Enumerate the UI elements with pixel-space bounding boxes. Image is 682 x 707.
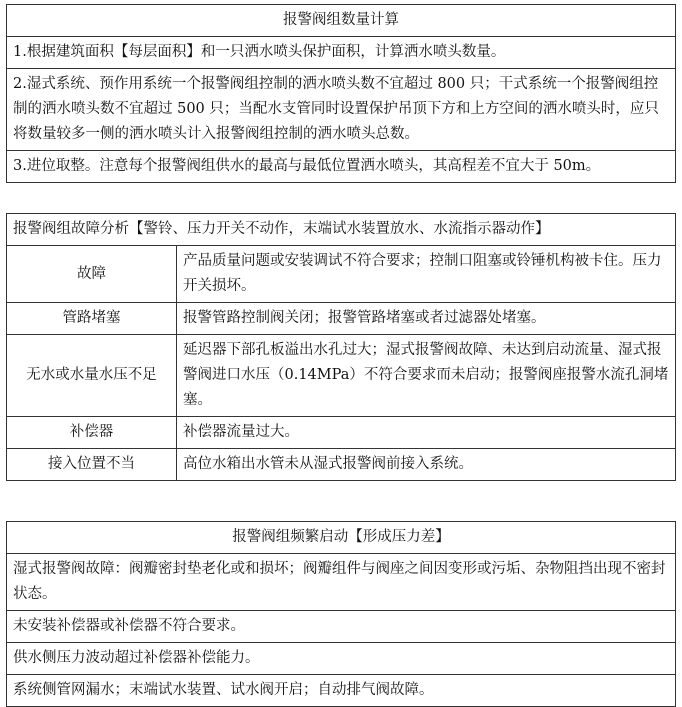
row-label: 补偿器 <box>7 417 177 449</box>
table-row: 未安装补偿器或补偿器不符合要求。 <box>7 611 676 643</box>
table-row: 1.根据建筑面积【每层面积】和一只洒水喷头保护面积，计算洒水喷头数量。 <box>7 37 676 69</box>
row-text: 补偿器流量过大。 <box>177 417 676 449</box>
quantity-calc-table <box>6 4 676 183</box>
row-text: 产品质量问题或安装调试不符合要求；控制口阻塞或铃锤机构被卡住。压力开关损坏。 <box>177 246 676 303</box>
table-row: 供水侧压力波动超过补偿器补偿能力。 <box>7 643 676 675</box>
table-row: 系统侧管网漏水；末端试水装置、试水阀开启；自动排气阀故障。 <box>7 675 676 707</box>
table-title: 报警阀组频繁启动【形成压力差】 <box>7 522 676 554</box>
table-row: 3.进位取整。注意每个报警阀组供水的最高与最低位置洒水喷头，其高程差不宜大于 50m。 <box>7 151 676 183</box>
row-label: 管路堵塞 <box>7 303 177 335</box>
row-text: 高位水箱出水管未从湿式报警阀前接入系统。 <box>177 449 676 481</box>
fault-analysis-table <box>6 213 676 481</box>
table-title: 报警阀组数量计算 <box>7 5 676 37</box>
row-label: 故障 <box>7 246 177 303</box>
row-label: 接入位置不当 <box>7 449 177 481</box>
row-text: 延迟器下部孔板溢出水孔过大；湿式报警阀故障、未达到启动流量、湿式报警阀进口水压（0.14MPa）不符合要求而未启动；报警阀座报警水流孔洞堵塞。 <box>177 335 676 417</box>
row-label: 无水或水量水压不足 <box>7 335 177 417</box>
table-row: 2.湿式系统、预作用系统一个报警阀组控制的洒水喷头数不宜超过 800 只；干式系统一个报警阀组控制的洒水喷头数不宜超过 500 只；当配水支管同时设置保护吊顶下方和上方空间的洒水喷头时，应只将数量较多一侧的洒水喷头计入报警阀组控制的洒水喷头总数。 <box>7 69 676 151</box>
row-text: 报警管路控制阀关闭；报警管路堵塞或者过滤器处堵塞。 <box>177 303 676 335</box>
table-title: 报警阀组故障分析【警铃、压力开关不动作，末端试水装置放水、水流指示器动作】 <box>7 214 676 246</box>
table-row: 湿式报警阀故障：阀瓣密封垫老化或和损坏；阀瓣组件与阀座之间因变形或污垢、杂物阻挡出现不密封状态。 <box>7 554 676 611</box>
frequent-start-table <box>6 521 676 707</box>
